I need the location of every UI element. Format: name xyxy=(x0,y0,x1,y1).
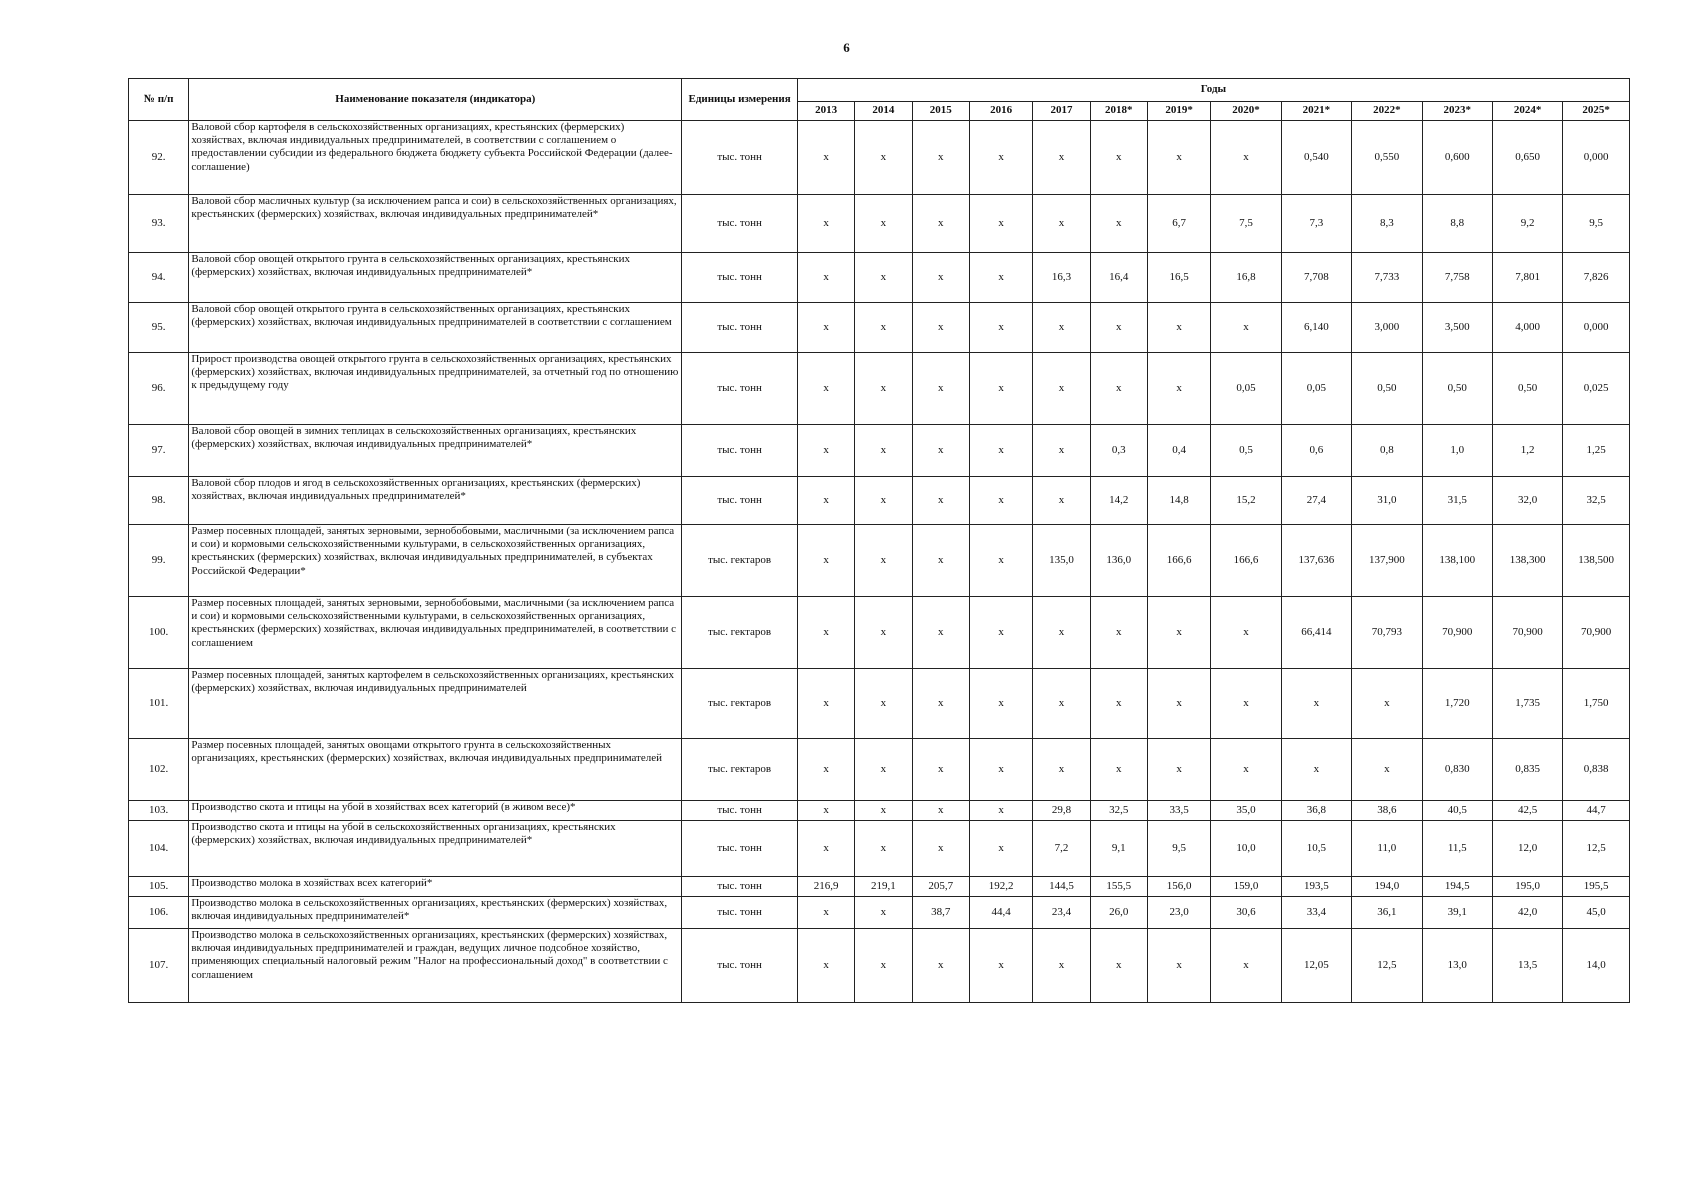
value-cell: х xyxy=(1352,669,1422,739)
value-cell: 7,708 xyxy=(1281,253,1351,303)
value-cell: х xyxy=(1281,669,1351,739)
value-cell: 7,801 xyxy=(1492,253,1562,303)
value-cell: 7,5 xyxy=(1211,195,1281,253)
indicator-name: Валовой сбор плодов и ягод в сельскохозяйственных организациях, крестьянских (фермерских) хозяйствах, включая индивидуальных предпринимателей* xyxy=(189,477,682,525)
value-cell: 0,05 xyxy=(1281,353,1351,425)
row-number: 101. xyxy=(129,669,189,739)
value-cell: х xyxy=(1211,121,1281,195)
value-cell: х xyxy=(1033,425,1090,477)
value-cell: х xyxy=(912,739,969,801)
value-cell: х xyxy=(855,303,912,353)
value-cell: 144,5 xyxy=(1033,877,1090,897)
value-cell: х xyxy=(1211,669,1281,739)
value-cell: 12,05 xyxy=(1281,929,1351,1003)
value-cell: 12,5 xyxy=(1563,821,1630,877)
value-cell: 193,5 xyxy=(1281,877,1351,897)
indicator-name: Производство молока в хозяйствах всех категорий* xyxy=(189,877,682,897)
value-cell: 166,6 xyxy=(1211,525,1281,597)
value-cell: 216,9 xyxy=(797,877,854,897)
value-cell: 0,3 xyxy=(1090,425,1147,477)
value-cell: 12,5 xyxy=(1352,929,1422,1003)
value-cell: 166,6 xyxy=(1147,525,1210,597)
value-cell: х xyxy=(912,477,969,525)
indicator-name: Валовой сбор овощей открытого грунта в сельскохозяйственных организациях, крестьянских (фермерских) хозяйствах, включая индивидуальных предпринимателей в соответствии с соглашением xyxy=(189,303,682,353)
value-cell: 42,5 xyxy=(1492,801,1562,821)
value-cell: 0,550 xyxy=(1352,121,1422,195)
row-number: 97. xyxy=(129,425,189,477)
value-cell: 13,0 xyxy=(1422,929,1492,1003)
unit-cell: тыс. тонн xyxy=(682,877,798,897)
header-name: Наименование показателя (индикатора) xyxy=(189,79,682,121)
unit-cell: тыс. тонн xyxy=(682,253,798,303)
value-cell: х xyxy=(797,669,854,739)
value-cell: 8,3 xyxy=(1352,195,1422,253)
header-unit: Единицы измерения xyxy=(682,79,798,121)
table-row xyxy=(129,897,1630,929)
value-cell: х xyxy=(855,477,912,525)
unit-cell: тыс. гектаров xyxy=(682,669,798,739)
value-cell: х xyxy=(969,477,1032,525)
value-cell: 9,5 xyxy=(1563,195,1630,253)
value-cell: х xyxy=(912,425,969,477)
row-number: 105. xyxy=(129,877,189,897)
value-cell: х xyxy=(969,195,1032,253)
value-cell: 45,0 xyxy=(1563,897,1630,929)
value-cell: х xyxy=(855,195,912,253)
unit-cell: тыс. гектаров xyxy=(682,739,798,801)
row-number: 100. xyxy=(129,597,189,669)
table-row xyxy=(129,477,1630,525)
value-cell: 32,0 xyxy=(1492,477,1562,525)
value-cell: 0,4 xyxy=(1147,425,1210,477)
table-row xyxy=(129,801,1630,821)
row-number: 93. xyxy=(129,195,189,253)
value-cell: 0,025 xyxy=(1563,353,1630,425)
value-cell: х xyxy=(797,801,854,821)
row-number: 104. xyxy=(129,821,189,877)
table-row xyxy=(129,525,1630,597)
value-cell: 138,300 xyxy=(1492,525,1562,597)
value-cell: 0,650 xyxy=(1492,121,1562,195)
value-cell: х xyxy=(1211,597,1281,669)
value-cell: 35,0 xyxy=(1211,801,1281,821)
value-cell: 3,500 xyxy=(1422,303,1492,353)
value-cell: х xyxy=(855,597,912,669)
value-cell: 6,7 xyxy=(1147,195,1210,253)
value-cell: х xyxy=(1033,669,1090,739)
table-row xyxy=(129,353,1630,425)
value-cell: 33,4 xyxy=(1281,897,1351,929)
row-number: 99. xyxy=(129,525,189,597)
value-cell: 23,4 xyxy=(1033,897,1090,929)
value-cell: х xyxy=(855,897,912,929)
row-number: 92. xyxy=(129,121,189,195)
value-cell: 9,1 xyxy=(1090,821,1147,877)
value-cell: 0,600 xyxy=(1422,121,1492,195)
value-cell: х xyxy=(797,425,854,477)
value-cell: х xyxy=(1211,303,1281,353)
value-cell: х xyxy=(1090,121,1147,195)
table-row xyxy=(129,877,1630,897)
value-cell: х xyxy=(797,929,854,1003)
row-number: 102. xyxy=(129,739,189,801)
value-cell: х xyxy=(1147,353,1210,425)
value-cell: 44,4 xyxy=(969,897,1032,929)
row-number: 94. xyxy=(129,253,189,303)
value-cell: 7,3 xyxy=(1281,195,1351,253)
value-cell: 7,2 xyxy=(1033,821,1090,877)
value-cell: х xyxy=(797,303,854,353)
value-cell: 16,3 xyxy=(1033,253,1090,303)
value-cell: х xyxy=(969,121,1032,195)
value-cell: х xyxy=(912,195,969,253)
header-year: 2023* xyxy=(1422,102,1492,121)
unit-cell: тыс. гектаров xyxy=(682,597,798,669)
row-number: 98. xyxy=(129,477,189,525)
value-cell: 16,4 xyxy=(1090,253,1147,303)
value-cell: х xyxy=(1147,303,1210,353)
value-cell: 30,6 xyxy=(1211,897,1281,929)
header-year: 2017 xyxy=(1033,102,1090,121)
indicator-name: Валовой сбор овощей в зимних теплицах в сельскохозяйственных организациях, крестьянских (фермерских) хозяйствах, включая индивидуальных предпринимателей* xyxy=(189,425,682,477)
value-cell: 1,2 xyxy=(1492,425,1562,477)
value-cell: х xyxy=(912,525,969,597)
value-cell: х xyxy=(969,353,1032,425)
value-cell: х xyxy=(969,525,1032,597)
unit-cell: тыс. тонн xyxy=(682,929,798,1003)
value-cell: х xyxy=(797,195,854,253)
value-cell: 70,793 xyxy=(1352,597,1422,669)
value-cell: х xyxy=(797,353,854,425)
value-cell: 32,5 xyxy=(1090,801,1147,821)
value-cell: 16,5 xyxy=(1147,253,1210,303)
value-cell: 26,0 xyxy=(1090,897,1147,929)
value-cell: 23,0 xyxy=(1147,897,1210,929)
value-cell: 9,2 xyxy=(1492,195,1562,253)
value-cell: 159,0 xyxy=(1211,877,1281,897)
value-cell: х xyxy=(1281,739,1351,801)
unit-cell: тыс. тонн xyxy=(682,477,798,525)
header-year: 2016 xyxy=(969,102,1032,121)
value-cell: 12,0 xyxy=(1492,821,1562,877)
table-row xyxy=(129,821,1630,877)
table-row xyxy=(129,739,1630,801)
value-cell: 205,7 xyxy=(912,877,969,897)
value-cell: 156,0 xyxy=(1147,877,1210,897)
value-cell: 8,8 xyxy=(1422,195,1492,253)
value-cell: х xyxy=(1090,353,1147,425)
value-cell: х xyxy=(855,821,912,877)
value-cell: х xyxy=(969,821,1032,877)
value-cell: х xyxy=(797,821,854,877)
indicator-name: Размер посевных площадей, занятых овощами открытого грунта в сельскохозяйственных организациях, крестьянских (фермерских) хозяйствах, включая индивидуальных предпринимателей xyxy=(189,739,682,801)
value-cell: х xyxy=(1211,739,1281,801)
value-cell: 38,6 xyxy=(1352,801,1422,821)
unit-cell: тыс. гектаров xyxy=(682,525,798,597)
value-cell: х xyxy=(855,121,912,195)
value-cell: 44,7 xyxy=(1563,801,1630,821)
value-cell: х xyxy=(1033,303,1090,353)
value-cell: х xyxy=(1147,929,1210,1003)
table-row xyxy=(129,121,1630,195)
value-cell: 66,414 xyxy=(1281,597,1351,669)
value-cell: 11,0 xyxy=(1352,821,1422,877)
header-year: 2019* xyxy=(1147,102,1210,121)
value-cell: 32,5 xyxy=(1563,477,1630,525)
value-cell: х xyxy=(797,253,854,303)
header-num: № п/п xyxy=(129,79,189,121)
value-cell: 36,8 xyxy=(1281,801,1351,821)
value-cell: 137,900 xyxy=(1352,525,1422,597)
value-cell: 16,8 xyxy=(1211,253,1281,303)
value-cell: 9,5 xyxy=(1147,821,1210,877)
indicator-name: Прирост производства овощей открытого грунта в сельскохозяйственных организациях, крестьянских (фермерских) хозяйствах, включая индивидуальных предпринимателей, за отчетный год по отношению к предыдущему году xyxy=(189,353,682,425)
value-cell: 194,5 xyxy=(1422,877,1492,897)
value-cell: 33,5 xyxy=(1147,801,1210,821)
value-cell: 138,100 xyxy=(1422,525,1492,597)
value-cell: 1,0 xyxy=(1422,425,1492,477)
value-cell: 3,000 xyxy=(1352,303,1422,353)
value-cell: 138,500 xyxy=(1563,525,1630,597)
indicator-name: Размер посевных площадей, занятых зерновыми, зернобобовыми, масличными (за исключением рапса и сои) и кормовыми сельскохозяйственными культурами, в сельскохозяйственных организациях, крестьянских (фермерских) хозяйствах, включая индивидуальных предпринимателей, в субъектах Российской Федерации* xyxy=(189,525,682,597)
value-cell: х xyxy=(912,303,969,353)
unit-cell: тыс. тонн xyxy=(682,801,798,821)
value-cell: х xyxy=(1090,739,1147,801)
indicators-table xyxy=(128,78,1630,1003)
indicator-name: Валовой сбор картофеля в сельскохозяйственных организациях, крестьянских (фермерских) хозяйствах, включая индивидуальных предпринимателей, в соответствии с соглашением о предоставлении субсидии из федерального бюджета бюджету субъекта Российской Федерации (далее-соглашение) xyxy=(189,121,682,195)
indicator-name: Производство молока в сельскохозяйственных организациях, крестьянских (фермерских) хозяйствах, включая индивидуальных предпринимателей* xyxy=(189,897,682,929)
value-cell: х xyxy=(797,121,854,195)
indicator-name: Производство молока в сельскохозяйственных организациях, крестьянских (фермерских) хозяйствах, включая индивидуальных предпринимателей и граждан, ведущих личное подсобное хозяйство, применяющих специальный налоговый режим "Налог на профессиональный доход" в соответствии с соглашением xyxy=(189,929,682,1003)
value-cell: х xyxy=(1033,477,1090,525)
value-cell: 0,000 xyxy=(1563,121,1630,195)
value-cell: х xyxy=(912,821,969,877)
value-cell: 10,0 xyxy=(1211,821,1281,877)
value-cell: х xyxy=(1090,669,1147,739)
value-cell: 0,8 xyxy=(1352,425,1422,477)
value-cell: 0,50 xyxy=(1422,353,1492,425)
indicator-name: Производство скота и птицы на убой в хозяйствах всех категорий (в живом весе)* xyxy=(189,801,682,821)
indicator-name: Валовой сбор овощей открытого грунта в сельскохозяйственных организациях, крестьянских (фермерских) хозяйствах, включая индивидуальных предпринимателей* xyxy=(189,253,682,303)
value-cell: х xyxy=(1147,669,1210,739)
value-cell: х xyxy=(1147,739,1210,801)
indicator-name: Размер посевных площадей, занятых картофелем в сельскохозяйственных организациях, крестьянских (фермерских) хозяйствах, включая индивидуальных предпринимателей xyxy=(189,669,682,739)
value-cell: 13,5 xyxy=(1492,929,1562,1003)
value-cell: 137,636 xyxy=(1281,525,1351,597)
value-cell: 7,826 xyxy=(1563,253,1630,303)
value-cell: х xyxy=(1033,929,1090,1003)
table-row xyxy=(129,929,1630,1003)
value-cell: 195,0 xyxy=(1492,877,1562,897)
header-year: 2024* xyxy=(1492,102,1562,121)
value-cell: х xyxy=(912,253,969,303)
table-row xyxy=(129,669,1630,739)
value-cell: х xyxy=(1147,121,1210,195)
table-row xyxy=(129,195,1630,253)
value-cell: х xyxy=(969,739,1032,801)
value-cell: 40,5 xyxy=(1422,801,1492,821)
value-cell: х xyxy=(969,669,1032,739)
indicator-name: Размер посевных площадей, занятых зерновыми, зернобобовыми, масличными (за исключением рапса и сои) и кормовыми сельскохозяйственными культурами, в сельскохозяйственных организациях, крестьянских (фермерских) хозяйствах, включая индивидуальных предпринимателей, в соответствии с соглашением xyxy=(189,597,682,669)
value-cell: х xyxy=(1211,929,1281,1003)
value-cell: 0,50 xyxy=(1492,353,1562,425)
value-cell: х xyxy=(855,253,912,303)
value-cell: 1,750 xyxy=(1563,669,1630,739)
value-cell: 0,540 xyxy=(1281,121,1351,195)
unit-cell: тыс. тонн xyxy=(682,897,798,929)
header-year: 2021* xyxy=(1281,102,1351,121)
indicator-name: Валовой сбор масличных культур (за исключением рапса и сои) в сельскохозяйственных организациях, крестьянских (фермерских) хозяйствах, включая индивидуальных предпринимателей* xyxy=(189,195,682,253)
unit-cell: тыс. тонн xyxy=(682,821,798,877)
value-cell: 1,25 xyxy=(1563,425,1630,477)
value-cell: х xyxy=(1090,195,1147,253)
value-cell: х xyxy=(912,597,969,669)
value-cell: х xyxy=(797,897,854,929)
value-cell: х xyxy=(912,353,969,425)
value-cell: х xyxy=(1033,121,1090,195)
header-year: 2013 xyxy=(797,102,854,121)
value-cell: х xyxy=(912,801,969,821)
header-year: 2025* xyxy=(1563,102,1630,121)
value-cell: х xyxy=(912,669,969,739)
header-year: 2015 xyxy=(912,102,969,121)
table-row xyxy=(129,303,1630,353)
value-cell: х xyxy=(1033,195,1090,253)
value-cell: 14,8 xyxy=(1147,477,1210,525)
unit-cell: тыс. тонн xyxy=(682,353,798,425)
value-cell: 0,05 xyxy=(1211,353,1281,425)
value-cell: 194,0 xyxy=(1352,877,1422,897)
value-cell: 70,900 xyxy=(1492,597,1562,669)
value-cell: 27,4 xyxy=(1281,477,1351,525)
value-cell: 1,735 xyxy=(1492,669,1562,739)
value-cell: х xyxy=(797,477,854,525)
value-cell: 0,50 xyxy=(1352,353,1422,425)
value-cell: 0,5 xyxy=(1211,425,1281,477)
table-row xyxy=(129,253,1630,303)
value-cell: 70,900 xyxy=(1422,597,1492,669)
value-cell: х xyxy=(855,669,912,739)
value-cell: х xyxy=(855,353,912,425)
value-cell: 0,838 xyxy=(1563,739,1630,801)
value-cell: х xyxy=(797,525,854,597)
value-cell: х xyxy=(969,597,1032,669)
value-cell: 14,0 xyxy=(1563,929,1630,1003)
value-cell: х xyxy=(969,425,1032,477)
header-row-top xyxy=(129,79,1630,102)
value-cell: 219,1 xyxy=(855,877,912,897)
header-years: Годы xyxy=(797,79,1629,102)
value-cell: х xyxy=(1033,597,1090,669)
unit-cell: тыс. тонн xyxy=(682,121,798,195)
value-cell: х xyxy=(1033,353,1090,425)
value-cell: х xyxy=(1090,597,1147,669)
header-year: 2018* xyxy=(1090,102,1147,121)
value-cell: 0,6 xyxy=(1281,425,1351,477)
value-cell: х xyxy=(1352,739,1422,801)
value-cell: х xyxy=(969,929,1032,1003)
value-cell: 135,0 xyxy=(1033,525,1090,597)
value-cell: 42,0 xyxy=(1492,897,1562,929)
unit-cell: тыс. тонн xyxy=(682,195,798,253)
value-cell: х xyxy=(1090,303,1147,353)
row-number: 95. xyxy=(129,303,189,353)
value-cell: х xyxy=(855,425,912,477)
value-cell: 39,1 xyxy=(1422,897,1492,929)
value-cell: х xyxy=(797,739,854,801)
value-cell: 4,000 xyxy=(1492,303,1562,353)
value-cell: 6,140 xyxy=(1281,303,1351,353)
header-year: 2014 xyxy=(855,102,912,121)
row-number: 103. xyxy=(129,801,189,821)
table-row xyxy=(129,425,1630,477)
value-cell: 1,720 xyxy=(1422,669,1492,739)
value-cell: х xyxy=(1033,739,1090,801)
table-row xyxy=(129,597,1630,669)
value-cell: 11,5 xyxy=(1422,821,1492,877)
header-year: 2020* xyxy=(1211,102,1281,121)
value-cell: 7,758 xyxy=(1422,253,1492,303)
table-body xyxy=(129,121,1630,1003)
value-cell: х xyxy=(1090,929,1147,1003)
value-cell: 0,835 xyxy=(1492,739,1562,801)
value-cell: 0,000 xyxy=(1563,303,1630,353)
value-cell: 7,733 xyxy=(1352,253,1422,303)
value-cell: х xyxy=(797,597,854,669)
value-cell: х xyxy=(1147,597,1210,669)
unit-cell: тыс. тонн xyxy=(682,303,798,353)
value-cell: 15,2 xyxy=(1211,477,1281,525)
value-cell: х xyxy=(855,801,912,821)
value-cell: х xyxy=(969,801,1032,821)
value-cell: х xyxy=(912,929,969,1003)
value-cell: 36,1 xyxy=(1352,897,1422,929)
value-cell: 31,5 xyxy=(1422,477,1492,525)
indicator-name: Производство скота и птицы на убой в сельскохозяйственных организациях, крестьянских (фермерских) хозяйствах, включая индивидуальных предпринимателей* xyxy=(189,821,682,877)
row-number: 107. xyxy=(129,929,189,1003)
row-number: 106. xyxy=(129,897,189,929)
value-cell: 29,8 xyxy=(1033,801,1090,821)
value-cell: 192,2 xyxy=(969,877,1032,897)
page-number: 6 xyxy=(843,40,850,55)
value-cell: 136,0 xyxy=(1090,525,1147,597)
value-cell: х xyxy=(855,739,912,801)
value-cell: 0,830 xyxy=(1422,739,1492,801)
value-cell: 10,5 xyxy=(1281,821,1351,877)
value-cell: 31,0 xyxy=(1352,477,1422,525)
value-cell: 14,2 xyxy=(1090,477,1147,525)
value-cell: 155,5 xyxy=(1090,877,1147,897)
row-number: 96. xyxy=(129,353,189,425)
value-cell: х xyxy=(969,303,1032,353)
value-cell: х xyxy=(855,525,912,597)
value-cell: х xyxy=(912,121,969,195)
value-cell: х xyxy=(969,253,1032,303)
unit-cell: тыс. тонн xyxy=(682,425,798,477)
header-year: 2022* xyxy=(1352,102,1422,121)
value-cell: 38,7 xyxy=(912,897,969,929)
value-cell: х xyxy=(855,929,912,1003)
value-cell: 195,5 xyxy=(1563,877,1630,897)
value-cell: 70,900 xyxy=(1563,597,1630,669)
